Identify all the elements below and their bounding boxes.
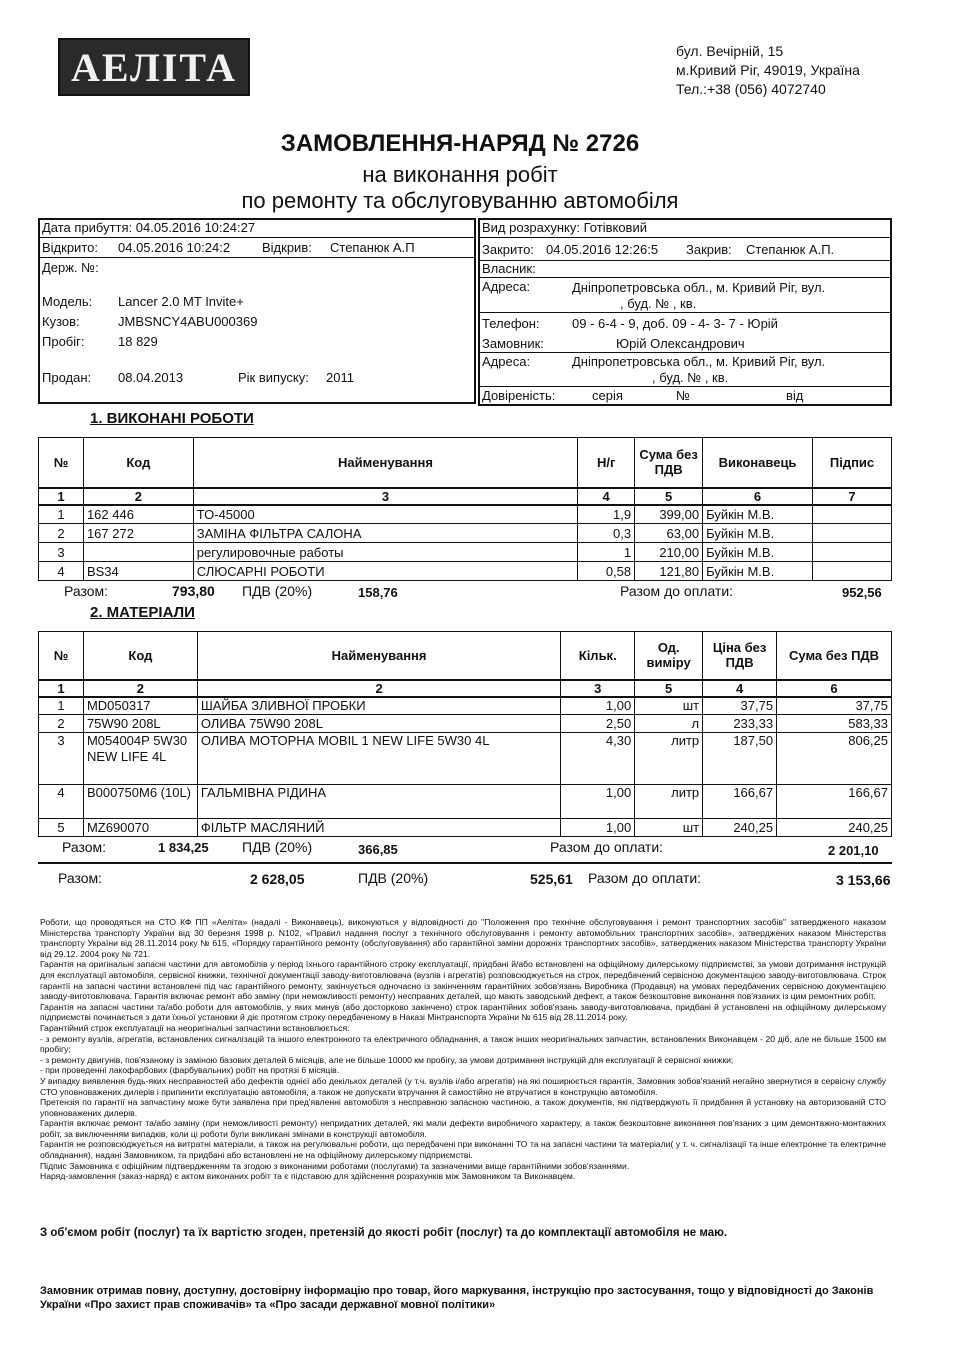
terms-paragraph: Наряд-замовлення (заказ-наряд) є актом виконаних робіт та є підставою для здійснення розрахунків між Замовником та Виконавцем.	[40, 1171, 576, 1182]
opened-by-value: Степанюк А.П	[330, 240, 415, 255]
header-cell: Код	[83, 632, 197, 680]
year-label: Рік випуску:	[238, 370, 309, 385]
customer-label: Замовник:	[482, 336, 544, 351]
divider	[480, 237, 890, 238]
customer-address-label: Адреса:	[482, 354, 531, 369]
work-sum: 399,00	[635, 505, 703, 524]
work-signature	[813, 505, 892, 524]
proxy-number: №	[676, 388, 690, 403]
mileage-label: Пробіг:	[42, 334, 85, 349]
grand-vat-value: 525,61	[530, 871, 573, 887]
header-cell: Найменування	[197, 632, 560, 680]
material-qty: 1,00	[561, 819, 635, 837]
column-number: 7	[813, 488, 892, 505]
grand-total-value: 2 628,05	[250, 871, 305, 887]
divider	[480, 352, 890, 353]
work-code	[83, 543, 193, 562]
material-code: M054004P 5W30 NEW LIFE 4L	[83, 733, 197, 785]
table-row	[39, 505, 892, 524]
row-number: 1	[39, 505, 84, 524]
consumer-info-note: Замовник отримав повну, доступну, достовірну інформацію про товар, його маркування, інструкцію про застосування, тощо у відповідності до Законів України «Про захист прав споживачів» та «Про засади державної мовної політики»	[40, 1285, 874, 1311]
closed-label: Закрито:	[482, 242, 534, 257]
divider	[480, 386, 890, 387]
owner-address-line: , буд. № , кв.	[620, 296, 697, 311]
terms-paragraph: Роботи, що проводяться на СТО КФ ПП «Аеліта» (надалі - Виконавець), виконуються у відповідності до "Положення про технічне обслуговування і ремонт транспортних засобів" затвердженого наказом Міністерства транспорту України від 30 березня 1998 р. N102, «Правил надання послуг з технічного обслуговування і ремонту автомобільних транспортних засобів», затверджених наказом Міністерства транспорту України від 28.11.2014 року № 615, «Порядку гарантійного ремонту (обслуговування) або гарантійної заміни дорожніх транспортних засобів», затверджених наказом Міністерства транспорту України від 29.12. 2004 року № 721.	[40, 917, 886, 959]
column-number-row	[39, 680, 892, 697]
materials-pay-value: 2 201,10	[828, 843, 879, 858]
column-number: 1	[39, 680, 84, 697]
address-line: бул. Вечірній, 15	[676, 43, 784, 59]
header-cell: Сума без ПДВ	[777, 632, 892, 680]
column-number: 6	[703, 488, 813, 505]
column-number: 5	[635, 680, 703, 697]
work-code: 162 446	[83, 505, 193, 524]
header-cell: Виконавець	[703, 438, 813, 488]
phone-label: Телефон:	[482, 316, 540, 331]
terms-paragraph: У випадку виявлення будь-яких несправностей або дефектів однієї або декількох деталей (у т.ч. вузлів і/або агрегатів) на які поширюється гарантія, Замовник зобов'язаний негайно звернутися в сервісну службу СТО уповноважених дилерів і припинити експлуатацію автомобіля, а також не допускати втручання й самостійно не втручатися в конструкцію автомобіля.	[40, 1075, 886, 1097]
document-subtitle: по ремонту та обслуговуванню автомобіля	[241, 188, 679, 213]
closed-by-value: Степанюк А.П.	[746, 242, 835, 257]
material-sum: 806,25	[777, 733, 892, 785]
grand-vat-label: ПДВ (20%)	[358, 870, 429, 886]
header-cell: Код	[83, 438, 193, 488]
material-qty: 2,50	[561, 715, 635, 733]
divider	[40, 257, 474, 258]
table-row	[39, 733, 892, 785]
warranty-terms	[40, 917, 886, 1182]
document-title: ЗАМОВЛЕННЯ-НАРЯД № 2726	[280, 130, 640, 157]
proxy-from: від	[786, 388, 804, 403]
material-qty: 1,00	[561, 697, 635, 715]
grand-total-label: Разом:	[58, 870, 103, 886]
row-number: 3	[39, 733, 84, 785]
works-pay-label: Разом до оплати:	[620, 583, 734, 599]
customer-address-line: , буд. № , кв.	[652, 370, 729, 385]
work-hours: 0,58	[578, 562, 635, 581]
table-row	[39, 562, 892, 581]
work-worker: Буйкін М.В.	[703, 524, 813, 543]
row-number: 4	[39, 562, 84, 581]
address-line: Тел.:+38 (056) 4072740	[676, 81, 826, 97]
materials-total-label: Разом:	[62, 839, 107, 855]
material-price: 233,33	[703, 715, 777, 733]
table-row	[39, 715, 892, 733]
body-label: Кузов:	[42, 314, 80, 329]
material-price: 37,75	[703, 697, 777, 715]
work-signature	[813, 562, 892, 581]
material-name: ОЛИВА 75W90 208L	[197, 715, 560, 733]
material-sum: 240,25	[777, 819, 892, 837]
work-name: регулировочные работы	[193, 543, 577, 562]
work-sum: 121,80	[635, 562, 703, 581]
work-worker: Буйкін М.В.	[703, 543, 813, 562]
terms-paragraph: Гарантія на запасні частини та/або роботи для автомобілів, у яких минув (або досторково закінчено) строк гарантійних зобов'язань заводу-виготовлювача, придбані й установлені на офіційному дилерському підприємстві починається з дати їхньої установки й діє протягом строку передбаченому в Наказі Мінтранспорта України № 615 від 28.11.2014 року.	[40, 1001, 886, 1023]
table-row	[39, 524, 892, 543]
material-unit: литр	[635, 733, 703, 785]
mileage-value: 18 829	[118, 334, 158, 349]
customer-address-line: Дніпропетровська обл., м. Кривий Ріг, вул.	[572, 354, 826, 369]
work-worker: Буйкін М.В.	[703, 562, 813, 581]
works-total-label: Разом:	[64, 583, 109, 599]
material-name: ОЛИВА МОТОРНА MOBIL 1 NEW LIFE 5W30 4L	[197, 733, 560, 785]
materials-vat-label: ПДВ (20%)	[242, 839, 313, 855]
terms-paragraph: - з ремонту двигунів, пов'язаному із заміною базових деталей 6 місяців, але не більше 10000 км пробігу, за умови дотримання інструкцій для експлуатації й сервісної книжки;	[40, 1054, 734, 1065]
header-cell: №	[39, 438, 84, 488]
material-code: 75W90 208L	[83, 715, 197, 733]
terms-paragraph: - при проведенні лакофарбових (фарбувальних) робіт на протязі 6 місяців.	[40, 1065, 340, 1076]
divider	[40, 237, 474, 238]
column-number: 2	[197, 680, 560, 697]
header-cell: Сума без ПДВ	[635, 438, 703, 488]
sold-value: 08.04.2013	[118, 370, 184, 385]
column-number: 3	[561, 680, 635, 697]
year-value: 2011	[326, 370, 354, 385]
terms-paragraph: Гарантійний строк експлуатації на неоригінальні запчастини встановлюється:	[40, 1022, 350, 1033]
arrival-value: 04.05.2016 10:24:27	[135, 220, 256, 235]
opened-label: Відкрито:	[42, 240, 98, 255]
arrival-row	[42, 220, 255, 235]
document-subtitle: на виконання робіт	[362, 162, 558, 187]
grand-pay-label: Разом до оплати:	[588, 870, 702, 886]
header-cell: Н/г	[578, 438, 635, 488]
work-signature	[813, 524, 892, 543]
materials-total-value: 1 834,25	[158, 840, 209, 855]
column-number: 4	[703, 680, 777, 697]
row-number: 3	[39, 543, 84, 562]
row-number: 1	[39, 697, 84, 715]
company-address	[676, 42, 860, 99]
table-row	[39, 697, 892, 715]
proxy-label: Довіреність:	[482, 388, 556, 403]
materials-header-row	[39, 632, 892, 680]
payment-label: Вид розрахунку:	[482, 220, 580, 235]
works-total-value: 793,80	[172, 583, 215, 599]
header-cell: Найменування	[193, 438, 577, 488]
terms-paragraph: Претензія по гарантії на запчастину може бути заявлена при пред'явленні автомобіля з несправною запасною частиною, а також документів, які підтверджують її придбання й установку на авторизованій СТО уповноважених дилерів.	[40, 1097, 886, 1118]
company-logo	[58, 38, 250, 96]
material-sum: 583,33	[777, 715, 892, 733]
body-value: JMBSNCY4ABU000369	[118, 314, 258, 329]
material-name: ГАЛЬМІВНА РІДИНА	[197, 785, 560, 819]
row-number: 2	[39, 524, 84, 543]
works-vat-label: ПДВ (20%)	[242, 583, 313, 599]
terms-paragraph: - з ремонту вузлів, агрегатів, встановлених сигналізацій та іншого електронного та електричного обладнання, а також інших неоригінальних запчастин, встановлених Виконавцем - 20 діб, але не більше 1500 км пробігу;	[40, 1033, 886, 1055]
material-name: ШАЙБА ЗЛИВНОЇ ПРОБКИ	[197, 697, 560, 715]
terms-paragraph: Гарантія на оригінальні запасні частини для автомобілів у період їхнього гарантійного строку експлуатації, придбані й/або встановлені на офіційному дилерському підприємстві, за умови дотримання інструкцій для експлуатації автомобіля, сервісної книжки, технічної документації заводу-виготовлювача (вузлів і агрегатів) розповсюджується на строк, передбачений сервісною документацією заводу-виготовлювача. Строк гарантії на запасні частини встановлені під час гарантійного ремонту, закінчується одночасно із закінченням гарантійних зобов'язань Виробника (Продавця) на умовах передбачених сервісною документацією заводу-виготовлювача. Гарантія включає ремонт або заміну (при неможливості ремонту) несправних деталей, що мають заводський дефект, а також безкоштовне виконання пов'язаних із цим ремонтних робіт.	[40, 959, 886, 1002]
work-name: ЗАМІНА ФІЛЬТРА САЛОНА	[193, 524, 577, 543]
work-hours: 1,9	[578, 505, 635, 524]
material-qty: 4,30	[561, 733, 635, 785]
row-number: 5	[39, 819, 84, 837]
material-unit: литр	[635, 785, 703, 819]
work-worker: Буйкін М.В.	[703, 505, 813, 524]
work-code: BS34	[83, 562, 193, 581]
table-row	[39, 785, 892, 819]
materials-table	[38, 631, 892, 837]
proxy-series: серія	[592, 388, 623, 403]
material-qty: 1,00	[561, 785, 635, 819]
table-row	[39, 819, 892, 837]
material-code: MD050317	[83, 697, 197, 715]
work-name: ТО-45000	[193, 505, 577, 524]
material-price: 166,67	[703, 785, 777, 819]
works-pay-value: 952,56	[842, 585, 882, 600]
sold-label: Продан:	[42, 370, 92, 385]
model-label: Модель:	[42, 294, 93, 309]
work-code: 167 272	[83, 524, 193, 543]
closed-by-label: Закрив:	[686, 242, 732, 257]
column-number: 4	[578, 488, 635, 505]
owner-label: Власник:	[482, 261, 536, 276]
materials-section-title: 2. МАТЕРІАЛИ	[90, 604, 195, 621]
column-number: 3	[193, 488, 577, 505]
material-unit: л	[635, 715, 703, 733]
column-number: 6	[777, 680, 892, 697]
payment-value: Готівковий	[583, 220, 647, 235]
column-number-row	[39, 488, 892, 505]
owner-address-line: Дніпропетровська обл., м. Кривий Ріг, вул.	[572, 280, 826, 295]
agreement-note: З об'ємом робіт (послуг) та їх вартістю згоден, претензій до якості робіт (послуг) та до комплектації автомобіля не маю.	[40, 1227, 728, 1239]
closed-value: 04.05.2016 12:26:5	[546, 242, 659, 257]
model-value: Lancer 2.0 MT Invite+	[118, 294, 244, 309]
material-code: B000750M6 (10L)	[83, 785, 197, 819]
works-header-row	[39, 438, 892, 488]
divider	[480, 260, 890, 261]
header-cell: Од. виміру	[635, 632, 703, 680]
material-sum: 37,75	[777, 697, 892, 715]
grand-total-bar	[38, 862, 892, 864]
logo-text: АЕЛІТА	[71, 44, 237, 90]
materials-pay-label: Разом до оплати:	[550, 839, 664, 855]
header-cell: Підпис	[813, 438, 892, 488]
material-unit: шт	[635, 697, 703, 715]
material-name: ФІЛЬТР МАСЛЯНИЙ	[197, 819, 560, 837]
work-signature	[813, 543, 892, 562]
row-number: 4	[39, 785, 84, 819]
owner-address-label: Адреса:	[482, 279, 531, 294]
divider	[480, 277, 890, 278]
divider	[480, 312, 890, 313]
terms-paragraph: Підпис Замовника є офіційним підтвердженням та згодою з виконаними роботами (послугами) та зазначеними вище гарантійними зобов'язаннями.	[40, 1160, 630, 1171]
owner-info-box	[478, 218, 892, 406]
material-code: MZ690070	[83, 819, 197, 837]
work-sum: 210,00	[635, 543, 703, 562]
column-number: 2	[83, 680, 197, 697]
works-section-title: 1. ВИКОНАНІ РОБОТИ	[90, 410, 254, 427]
work-hours: 0,3	[578, 524, 635, 543]
works-table	[38, 437, 892, 581]
column-number: 2	[83, 488, 193, 505]
column-number: 5	[635, 488, 703, 505]
header-cell: №	[39, 632, 84, 680]
address-line: м.Кривий Ріг, 49019, Україна	[676, 62, 860, 78]
opened-value: 04.05.2016 10:24:2	[118, 240, 231, 255]
row-number: 2	[39, 715, 84, 733]
terms-paragraph: Гарантія включає ремонт та/або заміну (при неможливості ремонту) непридатних деталей, які мали дефекти виробничого характеру, а також безкоштовне виконання пов'язаних з цим демонтажно-монтажних робіт, за виключенням випадків, коли ці роботи були викликані змінами в конструкції автомобіля.	[40, 1118, 886, 1139]
plate-label: Держ. №:	[42, 260, 99, 275]
work-sum: 63,00	[635, 524, 703, 543]
header-cell: Ціна без ПДВ	[703, 632, 777, 680]
vehicle-info-box	[38, 218, 476, 404]
phone-value: 09 - 6-4 - 9, доб. 09 - 4- 3- 7 - Юрій	[572, 316, 778, 331]
material-price: 187,50	[703, 733, 777, 785]
opened-by-label: Відкрив:	[262, 240, 312, 255]
material-price: 240,25	[703, 819, 777, 837]
column-number: 1	[39, 488, 84, 505]
works-vat-value: 158,76	[358, 585, 398, 600]
work-hours: 1	[578, 543, 635, 562]
table-row	[39, 543, 892, 562]
header-cell: Кільк.	[561, 632, 635, 680]
customer-value: Юрій Олександрович	[616, 336, 745, 351]
grand-pay-value: 3 153,66	[836, 872, 891, 888]
materials-vat-value: 366,85	[358, 842, 398, 857]
material-sum: 166,67	[777, 785, 892, 819]
payment-row	[482, 220, 647, 235]
material-unit: шт	[635, 819, 703, 837]
work-name: СЛЮСАРНІ РОБОТИ	[193, 562, 577, 581]
arrival-label: Дата прибуття:	[42, 220, 133, 235]
terms-paragraph: Гарантія не розповсюджується на витратні матеріали, а також на регулювальні роботи, що передбачені при виконанні ТО та на запасні частини та матеріали( у т. ч. сигналізації та інше електронне та електричне обладнання), надані Замовником, та придбані або встановлені не на офіційному дилерському підприємстві.	[40, 1139, 886, 1161]
